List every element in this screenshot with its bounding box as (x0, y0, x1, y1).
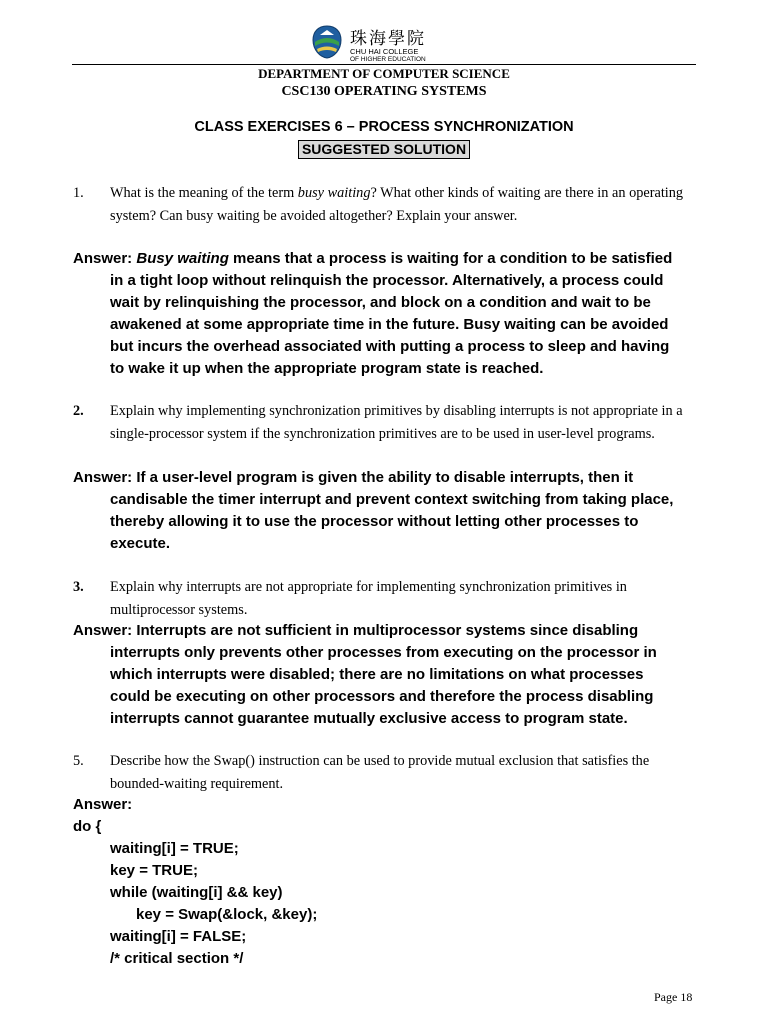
code-line: waiting[i] = TRUE; (110, 840, 239, 857)
question-emphasis: busy waiting (297, 185, 371, 201)
answer-line: could be executing on other processors and therefore the process disabling (110, 688, 654, 705)
answer-line: execute. (110, 535, 171, 552)
code-line: waiting[i] = FALSE; (110, 928, 247, 945)
question-number: 3. (73, 579, 84, 595)
question-text: What is the meaning of the term busy waiting? What other kinds of waiting are there in an operating system? Can busy waiting be avoided altogether? Explain your answer. (110, 185, 684, 224)
answer-3 (73, 620, 713, 730)
question-2 (73, 400, 703, 466)
question-text: Explain why implementing synchronization primitives by disabling interrupts is not appropriate in a single-processor system if the synchronization primitives are to be used in user-level programs. (110, 403, 683, 442)
answer-first-line: Answer: Busy waiting means that a process is waiting for a condition to be satisfied (73, 250, 673, 267)
question-3 (73, 576, 703, 622)
college-crest-icon (310, 24, 344, 60)
code-line: while (waiting[i] && key) (110, 884, 283, 901)
answer-line: which interrupts were disabled; there are no limitations on what processes (110, 666, 644, 683)
question-text: Describe how the Swap() instruction can be used to provide mutual exclusion that satisfies the bounded-waiting requirement. (110, 753, 650, 792)
answer-2 (73, 467, 713, 555)
code-line: /* critical section */ (110, 950, 244, 967)
subtitle-box (0, 140, 768, 159)
answer-line: to wake it up when the appropriate program state is reached. (110, 360, 544, 377)
answer-first-line: Answer: If a user-level program is given the ability to disable interrupts, then it (73, 469, 634, 486)
course-code: CSC130 (281, 84, 331, 99)
answer-emphasis: Busy waiting (136, 250, 229, 267)
answer-1 (73, 248, 713, 380)
page-title: CLASS EXERCISES 6 – PROCESS SYNCHRONIZATION (194, 119, 574, 135)
answer-5-label: Answer: (73, 796, 133, 813)
header-rule (72, 64, 696, 65)
college-name-english: CHU HAI COLLEGE (350, 47, 419, 56)
code-line: key = Swap(&lock, &key); (136, 906, 318, 923)
answer-line: candisable the timer interrupt and prevent context switching from taking place, (110, 491, 674, 508)
question-number: 5. (73, 753, 84, 769)
college-name-chinese: 珠海學院 (350, 29, 426, 49)
course-name: OPERATING SYSTEMS (333, 84, 487, 99)
college-name-english-2: OF HIGHER EDUCATION (350, 56, 426, 63)
answer-line: interrupts only prevents other processes from executing on the processor in (110, 644, 657, 661)
answer-first-line: Answer: Interrupts are not sufficient in multiprocessor systems since disabling (73, 622, 639, 639)
department-heading: DEPARTMENT OF COMPUTER SCIENCE (258, 66, 510, 81)
code-line: key = TRUE; (110, 862, 198, 879)
question-5 (73, 750, 703, 796)
code-line: do { (73, 818, 102, 835)
subtitle: SUGGESTED SOLUTION (298, 140, 470, 159)
course-heading (0, 84, 768, 100)
answer-line: wait by relinquishing the processor, and block on a condition and wait to be (110, 294, 651, 311)
question-number: 2. (73, 403, 84, 419)
answer-line: interrupts cannot guarantee mutually exclusive access to program state. (110, 710, 628, 727)
answer-line: awakened at some appropriate time in the future. Busy waiting can be avoided (110, 316, 669, 333)
question-number: 1. (73, 185, 84, 201)
answer-line: in a tight loop without relinquish the processor. Alternatively, a process could (110, 272, 664, 289)
question-1 (73, 182, 703, 228)
question-text: Explain why interrupts are not appropriate for implementing synchronization primitives in multiprocessor systems. (110, 579, 627, 618)
answer-line: but incurs the overhead associated with putting a process to sleep and having (110, 338, 670, 355)
answer-line: thereby allowing it to use the processor without letting other processes to (110, 513, 639, 530)
page-number: Page 18 (654, 990, 693, 1004)
college-logo (310, 22, 460, 64)
